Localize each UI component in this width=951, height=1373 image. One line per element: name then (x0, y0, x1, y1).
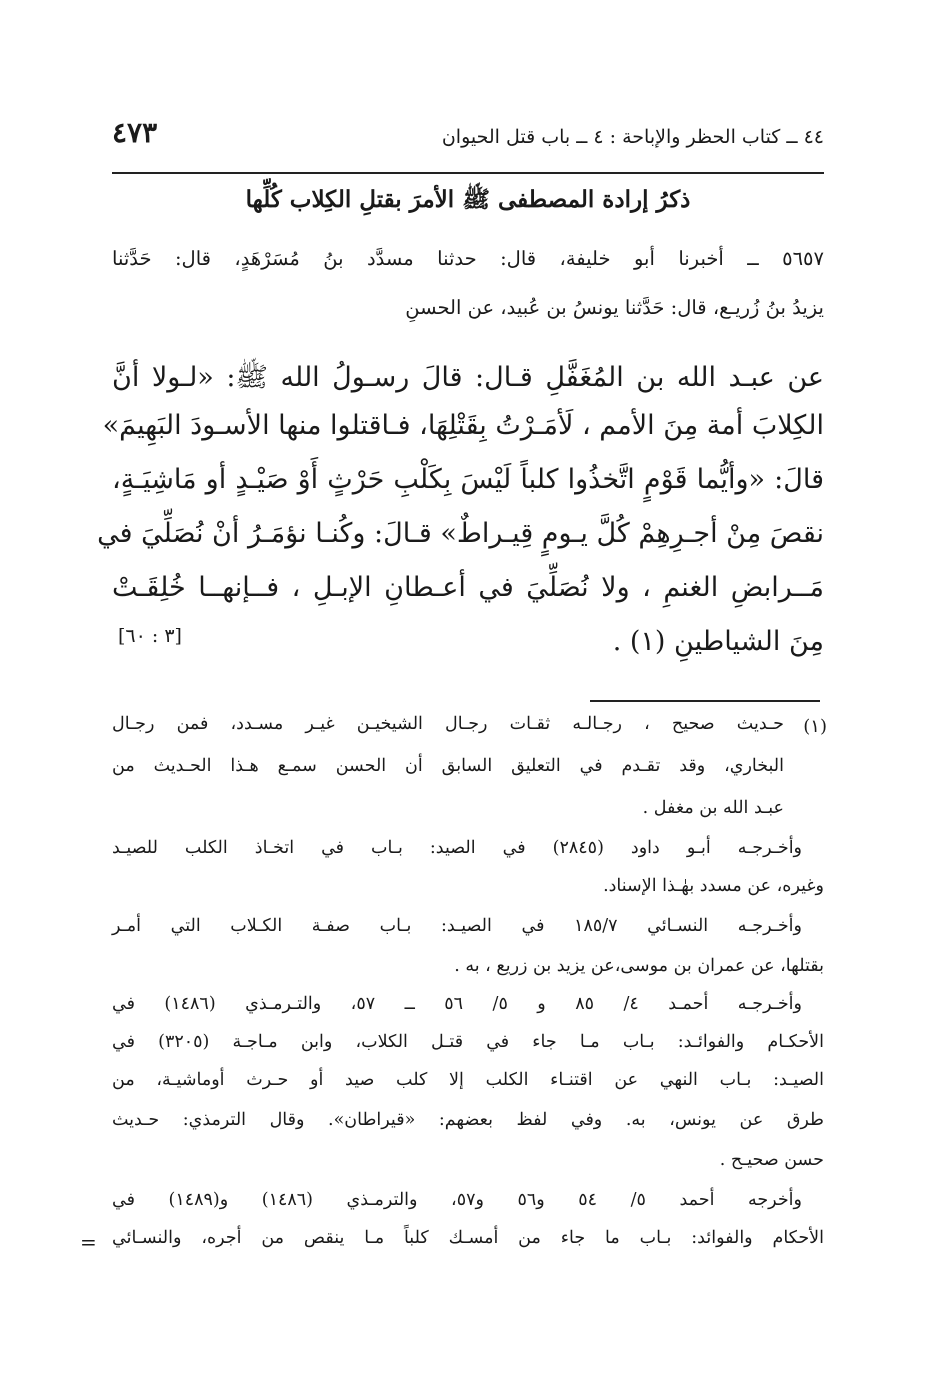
section-title: ذكرُ إرادة المصطفى ﷺ الأمرَ بقتلِ الكِلاب كُلِّها (245, 186, 691, 213)
footnote-line: الصيـد: بـاب النهي عن اقتنـاء الكلب إلا كلب صيد أو حـرث أوماشيـة، من (112, 1070, 824, 1090)
isnad-line: يزيدُ بنُ زُريـع، قال: حَدَّثنا يونسُ بن عُبيد، عن الحسنِ (405, 296, 824, 319)
header-rule (112, 172, 824, 174)
footnote-line: وغيره، عن مسدد بهٰـذا الإسناد. (603, 876, 824, 896)
matn-line: عن عبـد الله بن المُغَفَّلِ قـال: قالَ رسـولُ الله ﷺ: «لـولا أنَّ (112, 362, 824, 393)
matn-line: الكِلابَ أمة مِنَ الأمم ، لَأمَـرْتُ بِقَتْلِهَا، فـاقتلوا منها الأسـودَ البَهِيمَ» (102, 410, 824, 441)
footnote-line: وأخـرجـه أحمـد ٤/ ٨٥ و ٥/ ٥٦ ــ ٥٧، والتـرمـذي (١٤٨٦) في (112, 994, 802, 1014)
footnote-marker: (١) (803, 716, 827, 737)
matn-line: مَــرابضِ الغنمِ ، ولا نُصَلِّيَ في أعـطانِ الإبـلِ ، فــإنهــا خُلِقَـتْ (112, 572, 824, 603)
isnad-line: ٥٦٥٧ ــ أخبرنا أبو خليفة، قال: حدثنا مسدَّد بنُ مُسَرْهَدٍ، قال: حَدَّثنا (112, 247, 824, 270)
matn-line: نقصَ مِنْ أجـرِهِمْ كُلَّ يـومٍ قِيـراطٌ» قـالَ: وكُنـا نؤمَـرُ أنْ نُصَلِّيَ في (97, 518, 824, 549)
matn-line: مِنَ الشياطينِ (١) . (612, 626, 824, 657)
page-header (112, 112, 824, 168)
footnote-line: الأحكام والفوائد: بـاب ما جاء من أمسـك كلباً مـا ينقص من أجره، والنسـائي (112, 1228, 824, 1248)
footnote-line: حـديث صحيح ، رجـالـه ثقـات رجـال الشيخيـن غيـر مسـدد، فمن رجـال (112, 714, 784, 734)
footnote-rule (590, 700, 820, 702)
footnote-line: حسن صحيـح . (719, 1150, 824, 1170)
running-head: ٤٤ ــ كتاب الحظر والإباحة : ٤ ــ باب قتل الحيوان (441, 126, 824, 148)
grading-reference: [٣ : ٦٠] (118, 625, 182, 647)
matn-line: قالَ: «وأيُّما قَوْمٍ اتَّخذُوا كلباً لَيْسَ بِكَلْبِ حَرْثٍ أَوْ صَيْـدٍ أو مَاشِيَـةٍ، (112, 464, 824, 495)
footnote-line: وأخـرجـه أبـو داود (٢٨٤٥) في الصيد: بـاب في اتخـاذ الكلب للصيـد (112, 838, 803, 858)
footnote-line: وأخرجه أحمد ٥/ ٥٤ و٥٦ و٥٧، والترمـذي (١٤٨٦) و(١٤٨٩) في (112, 1190, 802, 1210)
footnote-line: بقتلها، عن عمران بن موسى،عن يزيد بن زريع ، به . (454, 956, 824, 976)
footnote-line: وأخـرجـه النسـائي ١٨٥/٧ في الصيـد: بـاب صفـة الكـلاب التي أمـر (112, 916, 802, 936)
footnote-line: الأحكـام والفوائـد: بـاب مـا جاء في قتـل الكلاب، وابن مـاجـة (٣٢٠٥) في (112, 1032, 825, 1052)
continuation-mark: = (80, 1230, 97, 1254)
footnote-line: طرق عن يونس، به. وفي لفظ بعضهم: «قيراطان». وقال الترمذي: حـديث (112, 1110, 824, 1130)
page-number: ٤٧٣ (112, 116, 158, 149)
footnote-line: البخاري، وقد تقـدم في التعليق السابق أن الحسن سمـع هـذا الحـديث من (112, 756, 784, 776)
footnote-line: عبـد الله بن مغفل . (642, 798, 784, 818)
